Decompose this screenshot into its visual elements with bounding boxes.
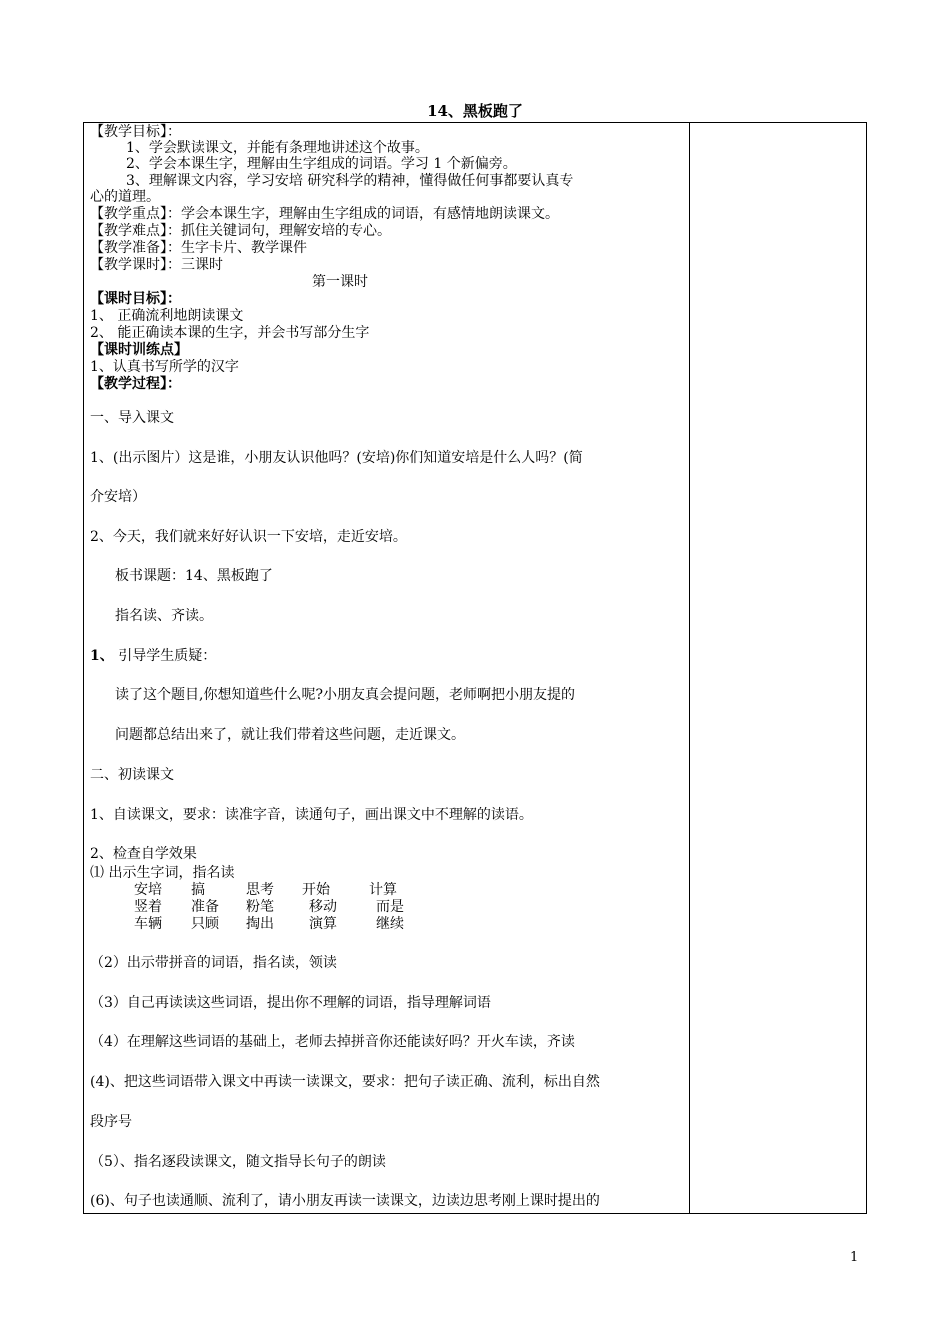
document-title: 14、黑板跑了 [427, 102, 523, 120]
sub-step-3: （3）自己再读读这些词语，提出你不理解的词语，指导理解词语 [90, 995, 491, 1011]
difficulties: 【教学难点】：抓住关键词句，理解安培的专心。 [90, 223, 391, 239]
vocab-word: 而是 [376, 899, 404, 915]
vocab-word: 准备 [191, 899, 219, 915]
question-step-number: 1、 [90, 648, 114, 664]
goal-1: 1、学会默读课文，并能有条理地讲述这个故事。 [126, 140, 429, 156]
board-title: 板书课题：14、黑板跑了 [115, 568, 273, 584]
reading-step-2: 2、检查自学效果 [90, 846, 197, 862]
question-para-cont: 问题都总结出来了，就让我们带着这些问题，走近课文。 [115, 727, 465, 743]
process-label: 【教学过程】： [90, 376, 181, 392]
sub-step-4b-cont: 段序号 [90, 1114, 132, 1130]
vocab-word: 车辆 [134, 916, 162, 932]
vocab-word: 移动 [309, 899, 337, 915]
sub-step-4b: (4)、把这些词语带入课文中再读一读课文，要求：把句子读正确、流利，标出自然 [90, 1074, 600, 1090]
vocab-word: 思考 [246, 882, 274, 898]
page-number: 1 [850, 1250, 859, 1265]
training-1: 1、认真书写所学的汉字 [90, 359, 239, 375]
question-step-text: 引导学生质疑： [113, 648, 217, 664]
vocab-word: 继续 [376, 916, 404, 932]
goal-3-cont: 心的道理。 [90, 189, 160, 205]
section-2-heading: 二、初读课文 [90, 767, 174, 783]
vocab-instruction: ⑴ 出示生字词，指名读 [90, 865, 235, 881]
section-1-heading: 一、导入课文 [90, 410, 174, 426]
vocab-word: 竖着 [134, 899, 162, 915]
process-p1-cont: 介安培） [90, 489, 146, 505]
question-step [90, 648, 216, 664]
vocab-word: 开始 [302, 882, 330, 898]
process-p2: 2、今天，我们就来好好认识一下安培，走近安培。 [90, 529, 407, 545]
vocab-word: 搞 [191, 882, 205, 898]
vocab-word: 演算 [309, 916, 337, 932]
target-2: 2、 能正确读本课的生字，并会书写部分生字 [90, 325, 370, 341]
key-points: 【教学重点】：学会本课生字，理解由生字组成的词语，有感情地朗读课文。 [90, 206, 559, 222]
table-column-divider [689, 122, 690, 1214]
target-label: 【课时目标】： [90, 291, 181, 307]
sub-step-4: （4）在理解这些词语的基础上，老师去掉拼音你还能读好吗？开火车读，齐读 [90, 1034, 575, 1050]
vocab-word: 安培 [134, 882, 162, 898]
sub-step-2: （2）出示带拼音的词语，指名读，领读 [90, 955, 337, 971]
goals-label: 【教学目标】： [90, 124, 181, 140]
read-instruction: 指名读、齐读。 [115, 608, 213, 624]
training-label: 【课时训练点】 [90, 342, 188, 358]
question-para: 读了这个题目,你想知道些什么呢?小朋友真会提问题，老师啊把小朋友提的 [115, 687, 575, 703]
process-p1: 1、(出示图片）这是谁，小朋友认识他吗？(安培)你们知道安培是什么人吗？(简 [90, 450, 583, 466]
lesson-title: 第一课时 [312, 274, 368, 290]
sub-step-6: (6)、句子也读通顺、流利了，请小朋友再读一读课文，边读边思考刚上课时提出的 [90, 1193, 600, 1209]
preparation: 【教学准备】：生字卡片、教学课件 [90, 240, 307, 256]
vocab-word: 粉笔 [246, 899, 274, 915]
reading-step-1: 1、自读课文，要求：读准字音，读通句子，画出课文中不理解的读语。 [90, 807, 533, 823]
goal-2: 2、学会本课生字，理解由生字组成的词语。学习 1 个新偏旁。 [126, 156, 517, 172]
vocab-word: 计算 [369, 882, 397, 898]
class-hours: 【教学课时】：三课时 [90, 257, 223, 273]
goal-3: 3、理解课文内容，学习安培 研究科学的精神，懂得做任何事都要认真专 [126, 173, 574, 189]
target-1: 1、 正确流利地朗读课文 [90, 308, 244, 324]
vocab-word: 掏出 [246, 916, 274, 932]
lesson-table [83, 122, 867, 1214]
vocab-word: 只顾 [191, 916, 219, 932]
sub-step-5: （5）、指名逐段读课文，随文指导长句子的朗读 [90, 1154, 386, 1170]
